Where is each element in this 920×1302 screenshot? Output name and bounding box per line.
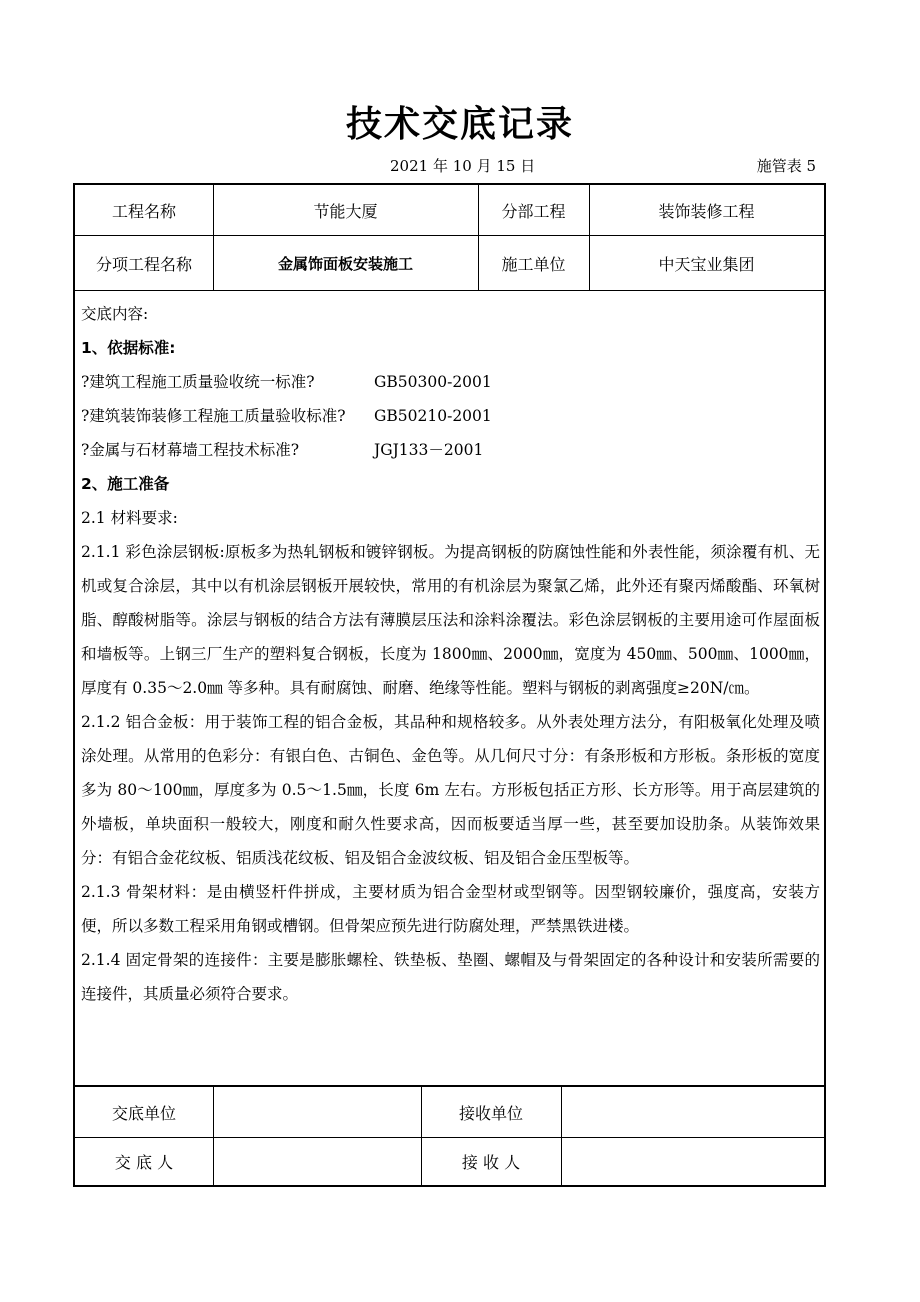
standard-item — [81, 365, 492, 399]
standard-name: ?金属与石材幕墙工程技术标准? — [81, 441, 300, 459]
subitem-value: 金属饰面板安装施工 — [277, 254, 413, 273]
subitem-label: 分项工程名称 — [95, 254, 192, 274]
row-divider — [75, 235, 824, 236]
receiver-unit-field[interactable] — [562, 1087, 824, 1137]
paragraph-2-1-3: 2.1.3 骨架材料：是由横竖杆件拼成，主要材质为铝合金型材或型钢等。因型钢较廉价，强度高，安装方便，所以多数工程采用角钢或槽钢。但骨架应预先进行防腐处理，严禁黑铁进楼。 — [81, 883, 820, 935]
contractor-value: 中天宝业集团 — [658, 254, 755, 274]
receiver-unit-label: 接收单位 — [458, 1103, 523, 1123]
issuer-label: 交 底 人 — [114, 1153, 174, 1172]
standard-code: JGJ133－2001 — [374, 441, 484, 459]
standard-name: ?建筑工程施工质量验收统一标准? — [81, 373, 315, 391]
standard-code: GB50210-2001 — [374, 407, 492, 425]
standard-item — [81, 399, 492, 433]
section-2-title: 2、施工准备 — [81, 475, 170, 493]
record-date: 2021 年 10 月 15 日 — [390, 157, 536, 175]
issuer-unit-label: 交底单位 — [111, 1103, 176, 1123]
form-number: 施管表 5 — [756, 157, 816, 175]
record-table — [73, 183, 826, 1187]
contractor-label: 施工单位 — [501, 254, 566, 274]
col-divider — [589, 185, 590, 290]
paragraph-2-1-2: 2.1.2 铝合金板：用于装饰工程的铝合金板，其品种和规格较多。从外表处理方法分，有阳极氧化处理及喷涂处理。从常用的色彩分：有银白色、古铜色、金色等。从几何尺寸分：有条形板和方形板。条形板的宽度多为 80～100㎜，厚度多为 0.5～1.5㎜，长度 6m 左右。方形板包括正方形、长方形等。用于高层建筑的外墙板，单块面积一般较大，刚度和耐久性要求高，因而板要适当厚一些，甚至要加设肋条。从装饰效果分：有铝合金花纹板、铝质浅花纹板、铝及铝合金波纹板、铝及铝合金压型板等。 — [81, 713, 820, 867]
paragraph-2-1-1: 2.1.1 彩色涂层钢板:原板多为热轧钢板和镀锌钢板。为提高钢板的防腐蚀性能和外表性能，须涂覆有机、无机或复合涂层，其中以有机涂层钢板开展较快，常用的有机涂层为聚氯乙烯，此外还有聚丙烯酸酯、环氧树脂、醇酸树脂等。涂层与钢板的结合方法有薄膜层压法和涂料涂覆法。彩色涂层钢板的主要用途可作屋面板和墙板等。上钢三厂生产的塑料复合钢板，长度为 1800㎜、2000㎜，宽度为 450㎜、500㎜、1000㎜，厚度有 0.35～2.0㎜ 等多种。具有耐腐蚀、耐磨、绝缘等性能。塑料与钢板的剥离强度≥20N/㎝。 — [81, 543, 820, 697]
paragraph-2-1-4: 2.1.4 固定骨架的连接件：主要是膨胀螺栓、铁垫板、垫圈、螺帽及与骨架固定的各种设计和安装所需要的连接件，其质量必须符合要求。 — [81, 951, 820, 1003]
disclosure-content — [75, 291, 824, 1086]
division-label: 分部工程 — [501, 201, 566, 221]
standard-item — [81, 433, 483, 467]
standard-name: ?建筑装饰装修工程施工质量验收标准? — [81, 407, 346, 425]
content-intro: 交底内容: — [81, 305, 149, 323]
col-divider — [478, 185, 479, 290]
receiver-label: 接 收 人 — [461, 1153, 521, 1172]
issuer-field[interactable] — [214, 1138, 421, 1185]
project-name-label: 工程名称 — [111, 201, 176, 221]
col-divider — [213, 185, 214, 290]
standard-code: GB50300-2001 — [374, 373, 492, 391]
section-1-title: 1、依据标准: — [81, 339, 176, 357]
division-value: 装饰装修工程 — [658, 201, 755, 221]
receiver-field[interactable] — [562, 1138, 824, 1185]
issuer-unit-field[interactable] — [214, 1087, 421, 1137]
project-name-value: 节能大厦 — [313, 201, 378, 221]
document-title: 技术交底记录 — [345, 104, 574, 145]
section-2-1-title: 2.1 材料要求: — [81, 509, 178, 527]
